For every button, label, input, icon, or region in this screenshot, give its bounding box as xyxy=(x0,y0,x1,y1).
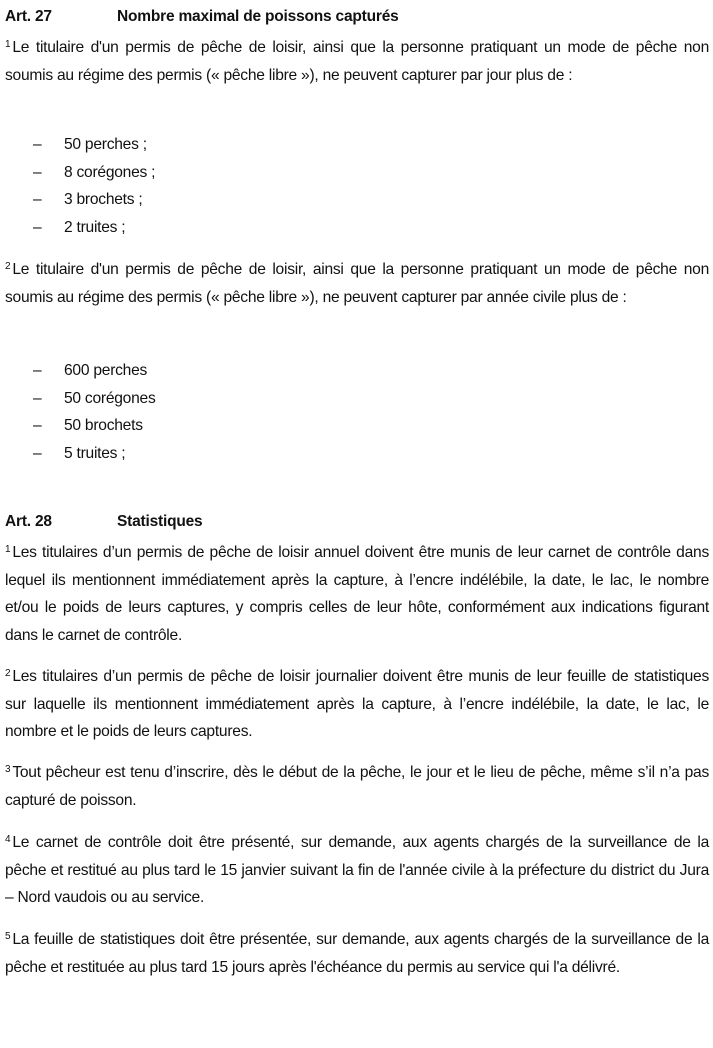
dash-bullet-icon: – xyxy=(33,136,42,153)
article-28-paragraph-4 xyxy=(5,829,709,912)
paragraph-text: La feuille de statistiques doit être présentée, sur demande, aux agents chargés de la surveillance de la pêche et restituée au plus tard 15 jours après l'échéance du permis au service qui l'a délivré. xyxy=(5,931,709,976)
dash-bullet-icon: – xyxy=(33,417,42,435)
paragraph-text: Le titulaire d'un permis de pêche de loisir, ainsi que la personne pratiquant un mode de pêche non soumis au régime des permis (« pêche libre »), ne peuvent capturer par année civile plus de : xyxy=(5,261,709,306)
article-number: Art. 28 xyxy=(5,513,52,530)
paragraph-text: Le carnet de contrôle doit être présenté, sur demande, aux agents chargés de la surveillance de la pêche et restitué au plus tard le 15 janvier suivant la fin de l'année civile à la préfecture du district du Jura – Nord vaudois ou au service. xyxy=(5,834,709,907)
article-27-paragraph-2 xyxy=(5,256,709,311)
dash-bullet-icon: – xyxy=(33,444,42,462)
dash-bullet-icon: – xyxy=(33,389,42,407)
dash-bullet-icon: – xyxy=(33,163,42,181)
article-28-paragraph-3 xyxy=(5,759,709,814)
article-28-paragraph-1 xyxy=(5,539,709,649)
article-number: Art. 27 xyxy=(5,8,52,25)
paragraph-number: 1 xyxy=(5,39,11,50)
paragraph-number: 4 xyxy=(5,834,11,845)
dash-bullet-icon: – xyxy=(33,362,42,379)
paragraph-number: 5 xyxy=(5,931,11,942)
article-title: Nombre maximal de poissons capturés xyxy=(117,8,399,25)
paragraph-text: Les titulaires d’un permis de pêche de loisir annuel doivent être munis de leur carnet de contrôle dans lequel ils mentionnent immédiatement après la capture, à l’encre indélébile, la date, le lac, le nombre et/ou le poids de leurs captures, y compris celles de leur hôte, conformément aux indications figurant dans le carnet de contrôle. xyxy=(5,544,709,644)
paragraph-text: Le titulaire d'un permis de pêche de loisir, ainsi que la personne pratiquant un mode de pêche non soumis au régime des permis (« pêche libre »), ne peuvent capturer par jour plus de : xyxy=(5,39,709,84)
paragraph-number: 3 xyxy=(5,764,11,775)
dash-bullet-icon: – xyxy=(33,191,42,209)
paragraph-text: Les titulaires d’un permis de pêche de loisir journalier doivent être munis de leur feuille de statistiques sur laquelle ils mentionnent immédiatement après la capture, à l’encre indélébile, la date, le lac, le nombre et le poids de leurs captures. xyxy=(5,668,709,741)
paragraph-text: Tout pêcheur est tenu d’inscrire, dès le début de la pêche, le jour et le lieu de pêche, même s’il n’a pas capturé de poisson. xyxy=(5,764,709,809)
article-title: Statistiques xyxy=(117,513,203,530)
paragraph-number: 2 xyxy=(5,668,11,679)
dash-bullet-icon: – xyxy=(33,218,42,236)
article-28-paragraph-5 xyxy=(5,926,709,981)
paragraph-number: 1 xyxy=(5,544,11,555)
article-28-paragraph-2 xyxy=(5,663,709,746)
paragraph-number: 2 xyxy=(5,261,11,272)
article-27-paragraph-1 xyxy=(5,34,709,89)
